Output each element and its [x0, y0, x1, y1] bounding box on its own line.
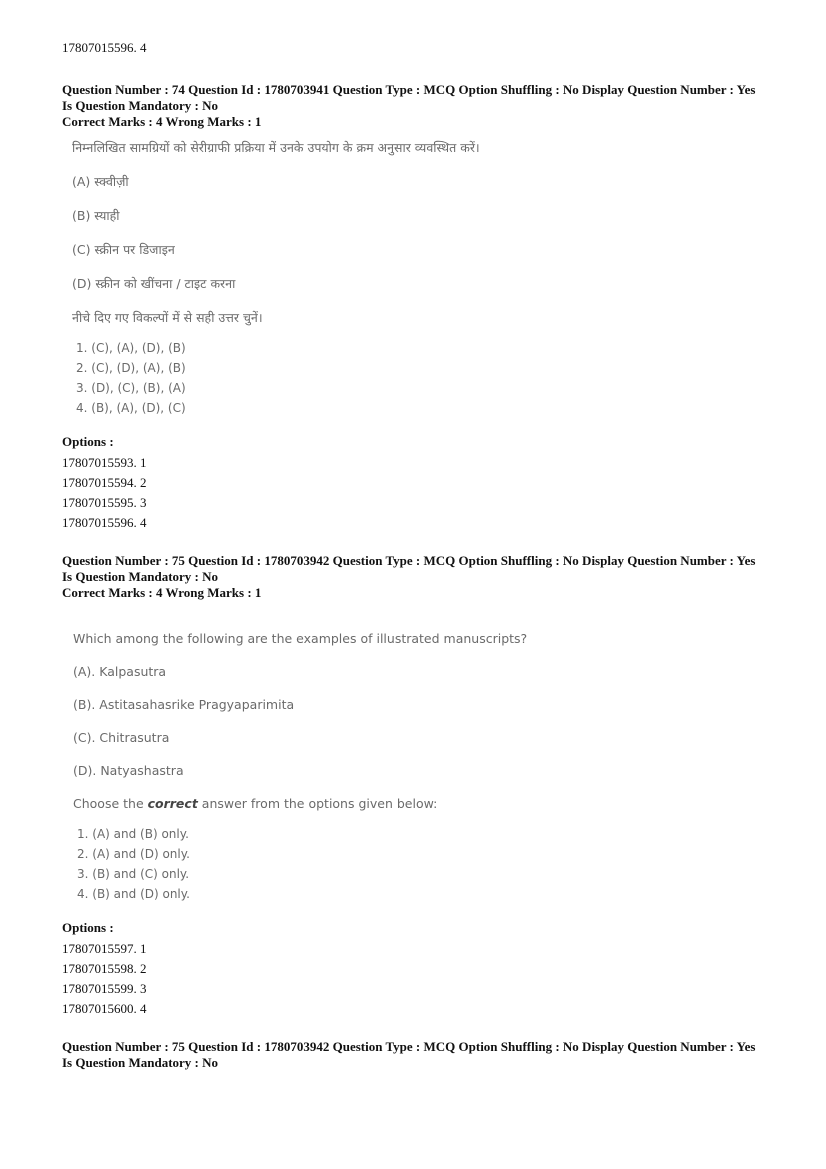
option-id-line: 17807015593. 1 [62, 455, 147, 470]
answer-choice: 2. (C), (D), (A), (B) [76, 361, 186, 375]
question-75 [62, 553, 774, 1019]
options-heading: Options : [62, 434, 114, 449]
answer-choice: 3. (B) and (C) only. [77, 867, 190, 881]
instruction-text: answer from the options given below: [197, 796, 438, 811]
answer-choices [76, 338, 774, 418]
question-body [72, 140, 774, 418]
statement-item: (C). Chitrasutra [73, 730, 170, 745]
answer-choices [77, 824, 774, 904]
answer-choice: 1. (C), (A), (D), (B) [76, 341, 186, 355]
question-75-repeat [62, 1039, 774, 1071]
question-stem: निम्नलिखित सामग्रियों को सेरीग्राफी प्रक्रिया में उनके उपयोग के क्रम अनुसार व्यवस्थित करें। [72, 140, 480, 155]
question-meta-line: Question Number : 75 Question Id : 1780703942 Question Type : MCQ Option Shuffling : No Display Question Number : Yes [62, 553, 756, 568]
instruction-emphasis: correct [147, 796, 198, 811]
statement-item: (B). Astitasahasrike Pragyaparimita [73, 697, 295, 712]
statement-item: (C) स्क्रीन पर डिजाइन [72, 242, 175, 257]
question-mandatory-line: Is Question Mandatory : No [62, 98, 219, 113]
question-marks-line: Correct Marks : 4 Wrong Marks : 1 [62, 585, 262, 600]
answer-choice: 2. (A) and (D) only. [77, 847, 190, 861]
question-marks-line: Correct Marks : 4 Wrong Marks : 1 [62, 114, 262, 129]
statement-item: (D). Natyashastra [73, 763, 184, 778]
question-74 [62, 82, 774, 533]
answer-choice: 3. (D), (C), (B), (A) [76, 381, 186, 395]
answer-choice: 4. (B), (A), (D), (C) [76, 401, 186, 415]
question-meta-line: Question Number : 75 Question Id : 1780703942 Question Type : MCQ Option Shuffling : No Display Question Number : Yes [62, 1039, 756, 1054]
option-id-line: 17807015597. 1 [62, 941, 147, 956]
statement-item: (B) स्याही [72, 208, 120, 223]
options-heading: Options : [62, 920, 114, 935]
question-instruction [73, 796, 774, 812]
question-meta-line: Question Number : 74 Question Id : 1780703941 Question Type : MCQ Option Shuffling : No Display Question Number : Yes [62, 82, 756, 97]
option-id-line: 17807015595. 3 [62, 495, 147, 510]
answer-choice: 4. (B) and (D) only. [77, 887, 190, 901]
instruction-text: Choose the [73, 796, 148, 811]
question-mandatory-line: Is Question Mandatory : No [62, 569, 219, 584]
statement-item: (D) स्क्रीन को खींचना / टाइट करना [72, 276, 236, 291]
previous-option-line: 17807015596. 4 [62, 40, 147, 55]
option-id-line: 17807015598. 2 [62, 961, 147, 976]
option-id-line: 17807015599. 3 [62, 981, 147, 996]
question-mandatory-line: Is Question Mandatory : No [62, 1055, 219, 1070]
question-instruction: नीचे दिए गए विकल्पों में से सही उत्तर चुनें। [72, 310, 263, 325]
statement-item: (A) स्क्वीज़ी [72, 174, 129, 189]
statement-item: (A). Kalpasutra [73, 664, 167, 679]
option-id-line: 17807015600. 4 [62, 1001, 147, 1016]
option-id-line: 17807015594. 2 [62, 475, 147, 490]
question-body [73, 631, 774, 904]
option-id-line: 17807015596. 4 [62, 515, 147, 530]
answer-choice: 1. (A) and (B) only. [77, 827, 189, 841]
question-stem: Which among the following are the examples of illustrated manuscripts? [73, 631, 528, 646]
